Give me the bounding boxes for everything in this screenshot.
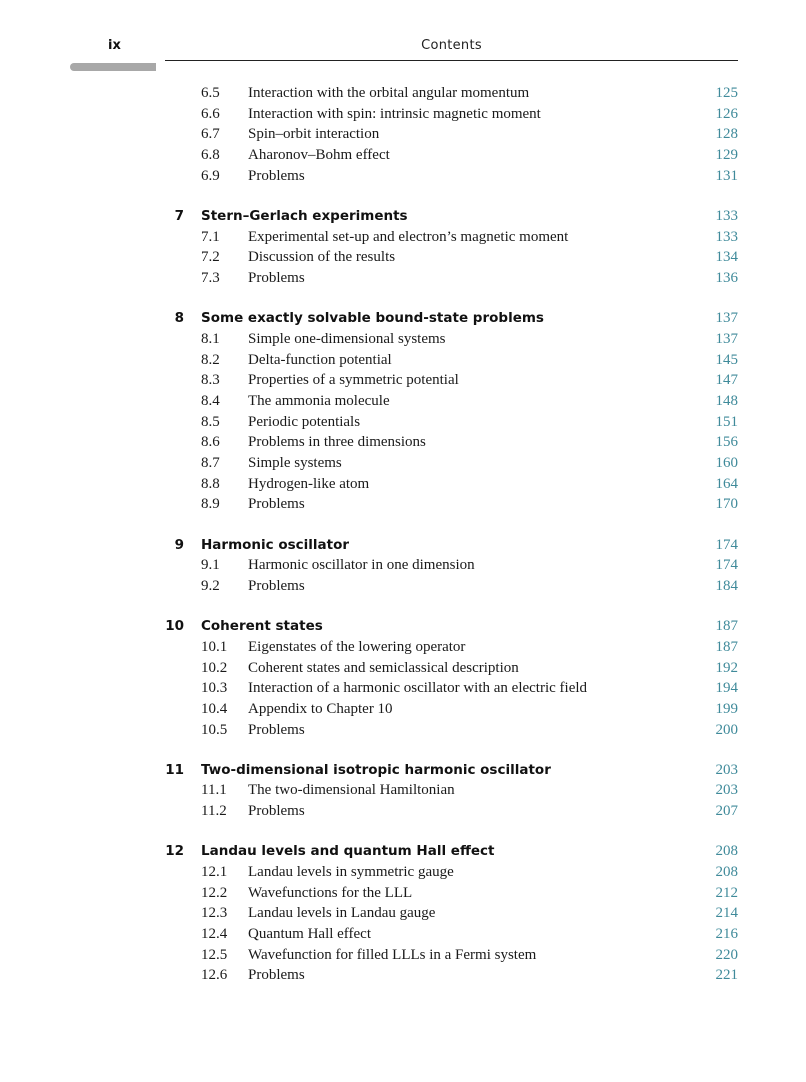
toc-section-entry[interactable] (0, 453, 806, 474)
toc-section-entry[interactable] (0, 945, 806, 966)
chapter-page-link[interactable]: 137 (715, 310, 738, 327)
section-number: 9.2 (201, 577, 220, 594)
section-title: Experimental set-up and electron’s magnetic moment (248, 228, 569, 245)
running-head: Contents (421, 38, 482, 53)
section-page-link[interactable]: 170 (715, 496, 738, 513)
section-title: Properties of a symmetric potential (248, 372, 459, 389)
section-page-link[interactable]: 174 (715, 557, 738, 574)
section-title: Simple systems (248, 455, 342, 471)
toc-chapter-block (0, 760, 806, 822)
section-page-link[interactable]: 137 (715, 330, 738, 347)
section-title: Harmonic oscillator in one dimension (248, 557, 475, 574)
chapter-page-link[interactable]: 203 (715, 761, 738, 778)
toc-section-entry[interactable] (0, 412, 806, 433)
chapter-title: Two-dimensional isotropic harmonic oscillator (201, 761, 551, 778)
section-number: 8.5 (201, 413, 220, 430)
toc-section-entry[interactable] (0, 166, 806, 187)
section-page-link[interactable]: 129 (715, 147, 738, 164)
chapter-number: 7 (174, 207, 184, 224)
toc-section-entry[interactable] (0, 329, 806, 350)
chapter-title: Harmonic oscillator (201, 536, 350, 553)
section-number: 12.1 (201, 864, 228, 880)
toc-chapter-entry[interactable] (0, 616, 806, 637)
section-title: Problems (248, 967, 305, 984)
toc-section-entry[interactable] (0, 801, 806, 822)
toc-section-entry[interactable] (0, 720, 806, 741)
chapter-number: 8 (174, 310, 184, 327)
chapter-page-link[interactable]: 187 (715, 618, 738, 635)
section-title: The ammonia molecule (248, 392, 390, 409)
section-page-link[interactable]: 220 (715, 946, 738, 963)
toc-section-entry[interactable] (0, 965, 806, 986)
section-number: 12.3 (201, 905, 228, 922)
toc-section-entry[interactable] (0, 555, 806, 576)
section-title: The two-dimensional Hamiltonian (248, 782, 455, 799)
page-tab-marker (70, 63, 156, 71)
section-page-link[interactable]: 199 (715, 700, 738, 717)
section-title: Problems (248, 496, 305, 513)
section-number: 7.2 (201, 249, 220, 266)
section-page-link[interactable]: 192 (715, 659, 738, 676)
section-page-link[interactable]: 126 (715, 105, 738, 122)
toc-section-entry[interactable] (0, 145, 806, 166)
toc-chapter-entry[interactable] (0, 308, 806, 329)
toc-section-entry[interactable] (0, 370, 806, 391)
toc-section-entry[interactable] (0, 432, 806, 453)
table-of-contents (0, 83, 806, 1006)
section-title: Coherent states and semiclassical description (248, 659, 519, 676)
chapter-number: 9 (174, 536, 184, 553)
section-title: Problems (248, 721, 305, 738)
section-number: 6.8 (201, 147, 220, 164)
toc-section-entry[interactable] (0, 474, 806, 495)
section-page-link[interactable]: 147 (715, 372, 738, 389)
section-title: Interaction of a harmonic oscillator with an electric field (248, 680, 588, 697)
section-page-link[interactable]: 184 (715, 577, 738, 594)
toc-chapter-block (0, 841, 806, 986)
section-page-link[interactable]: 164 (715, 475, 738, 492)
section-number: 6.7 (201, 126, 220, 143)
section-number: 12.5 (201, 946, 228, 963)
chapter-page-link[interactable]: 133 (715, 207, 738, 224)
section-title: Problems in three dimensions (248, 434, 426, 451)
toc-section-entry[interactable] (0, 247, 806, 268)
section-number: 6.6 (201, 105, 220, 122)
toc-section-entry[interactable] (0, 658, 806, 679)
section-number: 10.3 (201, 680, 228, 697)
section-title: Delta-function potential (248, 351, 392, 368)
section-number: 7.3 (201, 270, 220, 286)
section-number: 12.2 (201, 884, 228, 901)
section-number: 8.4 (201, 392, 220, 409)
toc-chapter-entry[interactable] (0, 841, 806, 862)
toc-section-entry[interactable] (0, 862, 806, 883)
toc-chapter-block (0, 206, 806, 289)
section-title: Hydrogen-like atom (248, 475, 370, 492)
section-page-link[interactable]: 128 (715, 126, 738, 143)
toc-chapter-entry[interactable] (0, 535, 806, 556)
section-number: 11.1 (201, 782, 227, 799)
toc-section-entry[interactable] (0, 883, 806, 904)
section-number: 10.4 (201, 700, 228, 717)
section-page-link[interactable]: 212 (715, 884, 738, 901)
toc-section-entry[interactable] (0, 699, 806, 720)
toc-section-entry[interactable] (0, 83, 806, 104)
section-page-link[interactable]: 131 (715, 167, 738, 184)
section-title: Wavefunctions for the LLL (248, 884, 413, 901)
section-page-link[interactable]: 133 (715, 228, 738, 245)
section-title: Periodic potentials (248, 413, 361, 430)
section-title: Quantum Hall effect (248, 926, 372, 943)
section-title: Problems (248, 803, 305, 820)
header-rule (165, 60, 738, 61)
chapter-number: 12 (165, 843, 184, 860)
toc-chapter-block (0, 308, 806, 515)
toc-section-entry[interactable] (0, 124, 806, 145)
section-number: 8.9 (201, 496, 220, 513)
section-page-link[interactable]: 136 (715, 270, 738, 286)
section-page-link[interactable]: 216 (715, 926, 738, 943)
section-title: Problems (248, 167, 305, 184)
chapter-title: Coherent states (201, 618, 323, 635)
chapter-title: Landau levels and quantum Hall effect (201, 843, 495, 860)
section-title: Interaction with the orbital angular momentum (248, 85, 530, 101)
section-title: Landau levels in Landau gauge (248, 905, 436, 922)
section-page-link[interactable]: 207 (715, 803, 738, 820)
toc-section-entry[interactable] (0, 780, 806, 801)
toc-section-entry[interactable] (0, 391, 806, 412)
section-number: 8.3 (201, 372, 220, 389)
section-page-link[interactable]: 194 (715, 680, 738, 697)
toc-section-entry[interactable] (0, 903, 806, 924)
section-number: 8.2 (201, 351, 220, 368)
chapter-title: Some exactly solvable bound-state problems (201, 310, 544, 327)
section-page-link[interactable]: 160 (715, 455, 738, 471)
section-page-link[interactable]: 151 (715, 413, 738, 430)
chapter-page-link[interactable]: 174 (715, 536, 738, 553)
section-page-link[interactable]: 200 (715, 721, 738, 738)
section-number: 10.1 (201, 638, 228, 655)
toc-section-entry[interactable] (0, 678, 806, 699)
toc-section-entry[interactable] (0, 637, 806, 658)
section-title: Eigenstates of the lowering operator (248, 638, 466, 655)
section-number: 12.4 (201, 926, 228, 943)
section-number: 11.2 (201, 803, 227, 820)
toc-section-entry[interactable] (0, 350, 806, 371)
section-page-link[interactable]: 134 (715, 249, 738, 266)
section-page-link[interactable]: 187 (715, 638, 738, 655)
section-title: Simple one-dimensional systems (248, 330, 446, 347)
section-title: Discussion of the results (248, 249, 396, 266)
toc-chapter-entry[interactable] (0, 760, 806, 781)
section-title: Spin–orbit interaction (248, 126, 380, 143)
chapter-page-link[interactable]: 208 (715, 843, 738, 860)
section-number: 8.1 (201, 330, 220, 347)
section-page-link[interactable]: 125 (715, 85, 738, 101)
toc-chapter-block (0, 616, 806, 740)
section-title: Problems (248, 270, 305, 286)
section-title: Aharonov–Bohm effect (248, 147, 390, 164)
section-number: 12.6 (201, 967, 228, 984)
toc-section-entry[interactable] (0, 227, 806, 248)
section-page-link[interactable]: 221 (715, 967, 738, 984)
section-number: 8.7 (201, 455, 220, 471)
toc-section-entry[interactable] (0, 576, 806, 597)
toc-section-entry[interactable] (0, 924, 806, 945)
section-number: 8.6 (201, 434, 220, 451)
section-number: 6.9 (201, 167, 220, 184)
section-number: 10.5 (201, 721, 228, 738)
section-page-link[interactable]: 208 (715, 864, 738, 880)
toc-chapter-entry[interactable] (0, 206, 806, 227)
section-title: Appendix to Chapter 10 (248, 700, 393, 717)
section-number: 6.5 (201, 85, 220, 101)
toc-section-entry[interactable] (0, 268, 806, 289)
chapter-number: 11 (165, 761, 184, 778)
section-page-link[interactable]: 203 (715, 782, 738, 799)
section-number: 9.1 (201, 557, 220, 574)
section-title: Interaction with spin: intrinsic magnetic moment (248, 105, 541, 122)
toc-section-entry[interactable] (0, 494, 806, 515)
section-number: 7.1 (201, 228, 220, 245)
section-page-link[interactable]: 214 (715, 905, 738, 922)
section-title: Landau levels in symmetric gauge (248, 864, 454, 880)
section-number: 8.8 (201, 475, 220, 492)
section-page-link[interactable]: 148 (715, 392, 738, 409)
section-number: 10.2 (201, 659, 228, 676)
toc-section-entry[interactable] (0, 104, 806, 125)
toc-chapter-block (0, 535, 806, 597)
section-title: Problems (248, 577, 305, 594)
section-page-link[interactable]: 156 (715, 434, 738, 451)
chapter-title: Stern–Gerlach experiments (201, 207, 408, 224)
chapter-number: 10 (165, 618, 184, 635)
page-number: ix (108, 38, 121, 53)
section-title: Wavefunction for filled LLLs in a Fermi system (248, 946, 537, 963)
toc-chapter-block (0, 83, 806, 186)
section-page-link[interactable]: 145 (715, 351, 738, 368)
